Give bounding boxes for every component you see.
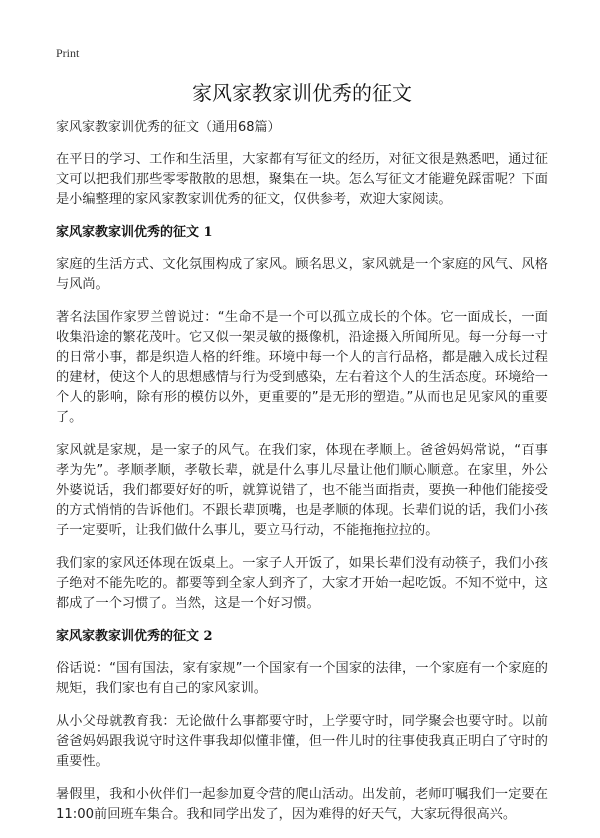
print-link[interactable]: Print (56, 46, 80, 60)
page-title: 家风家教家训优秀的征文 (192, 81, 412, 105)
paragraph: 著名法国作家罗兰曾说过：“生命不是一个可以孤立成长的个体。它一面成长，一面收集沿途的繁花茂叶。它又似一架灵敏的摄像机，沿途摄入所闻所见。每一分每一寸的日常小事，都是织造人格的纤维。环境中每一个人的言行品格，都是融入成长过程的建材，使这个人的思想感情与行为受到感染，左右着这个人的生活态度。环境给一个人的影响，除有形的模仿以外，更重要的”是无形的塑造。”从而也足见家风的重要了。 (56, 310, 548, 425)
paragraph: 我们家的家风还体现在饭桌上。一家子人开饭了，如果长辈们没有动筷子，我们小孩子绝对不能先吃的。都要等到全家人到齐了，大家才开始一起吃饭。不知不觉中，这都成了一个习惯了。当然，这是一个好习惯。 (56, 556, 548, 611)
paragraph: 暑假里，我和小伙伴们一起参加夏令营的爬山活动。出发前，老师叮嘱我们一定要在11:00前回班车集合。我和同学出发了，因为难得的好天气，大家玩得很高兴。 (56, 787, 548, 822)
paragraph: 俗话说：“国有国法，家有家规”一个国家有一个国家的法律，一个家庭有一个家庭的规矩，我们家也有自己的家风家训。 (56, 661, 548, 696)
article (56, 78, 548, 838)
section-heading-1: 家风家教家训优秀的征文 1 (56, 225, 213, 240)
paragraph: 家风就是家规，是一家子的风气。在我们家，体现在孝顺上。爸爸妈妈常说，“百事孝为先”。孝顺孝顺，孝敬长辈，就是什么事儿尽量让他们顺心顺意。在家里，外公外婆说话，我们都要好好的听，就算说错了，也不能当面指责，要换一种他们能接受的方式悄悄的告诉他们。不跟长辈顶嘴，也是孝顺的体现。长辈们说的话，我们小孩子一定要听，让我们做什么事儿，要立马行动，不能拖拖拉拉的。 (56, 443, 548, 538)
paragraph: 从小父母就教育我：无论做什么事都要守时，上学要守时，同学聚会也要守时。以前爸爸妈妈跟我说守时这件事我却似懂非懂，但一件儿时的往事使我真正明白了守时的重要性。 (56, 714, 548, 769)
subtitle: 家风家教家训优秀的征文（通用68篇） (56, 120, 281, 135)
paragraph: 家庭的生活方式、文化氛围构成了家风。顾名思义，家风就是一个家庭的风气、风格与风尚。 (56, 257, 548, 292)
intro-paragraph: 在平日的学习、工作和生活里，大家都有写征文的经历，对征文很是熟悉吧，通过征文可以把我们那些零零散散的思想，聚集在一块。怎么写征文才能避免踩雷呢？下面是小编整理的家风家教家训优秀的征文，仅供参考，欢迎大家阅读。 (56, 152, 548, 207)
section-heading-2: 家风家教家训优秀的征文 2 (56, 629, 213, 644)
